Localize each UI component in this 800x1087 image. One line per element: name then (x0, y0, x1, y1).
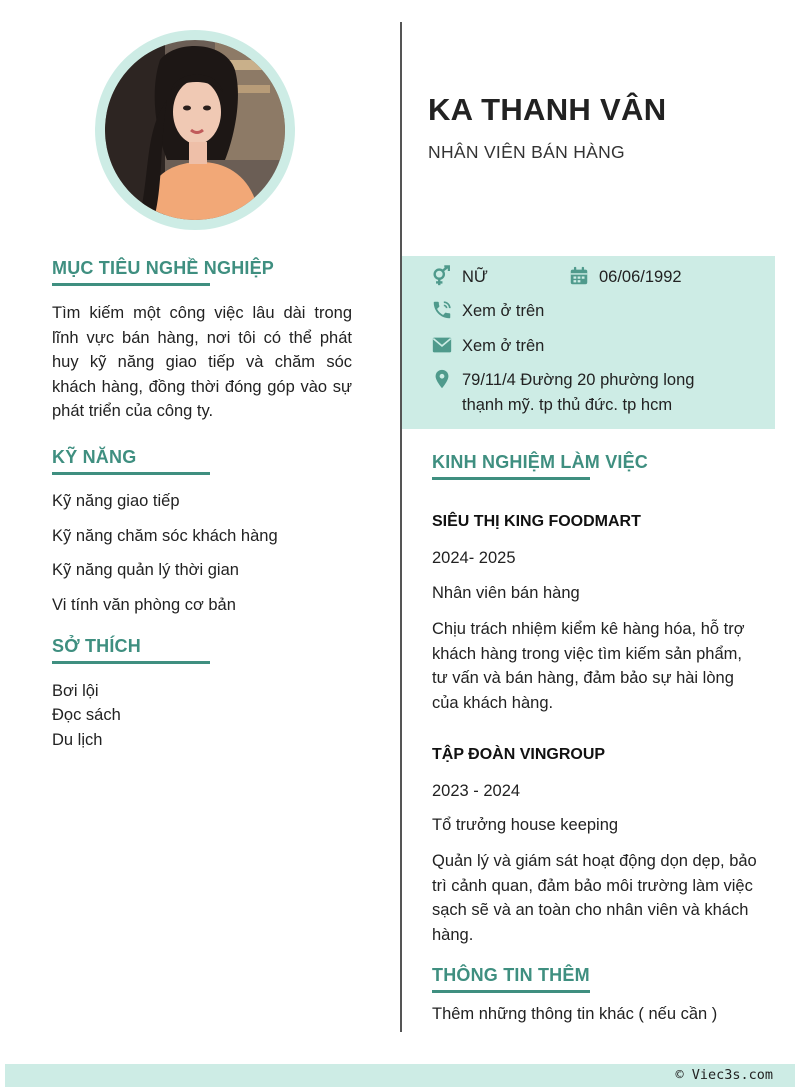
skill-item: Kỹ năng giao tiếp (52, 492, 180, 510)
objective-text: Tìm kiếm một công việc lâu dài trong lĩnh vực bán hàng, nơi tôi có thể phát huy kỹ năng giao tiếp và chăm sóc khách hàng, đồng thời đóng góp vào sự phát triển của công ty. (52, 304, 352, 420)
job-position: Nhân viên bán hàng (432, 584, 580, 602)
email-value: Xem ở trên (462, 337, 545, 355)
candidate-title: NHÂN VIÊN BÁN HÀNG (428, 142, 625, 162)
gender-value: NỮ (462, 268, 489, 286)
skill-item: Vi tính văn phòng cơ bản (52, 596, 236, 614)
calendar-icon (568, 265, 590, 287)
job-company: SIÊU THỊ KING FOODMART (432, 513, 641, 530)
job-period: 2023 - 2024 (432, 782, 521, 800)
phone-icon (431, 299, 453, 321)
mail-icon (431, 334, 453, 356)
hobbies-heading: SỞ THÍCH (52, 636, 141, 656)
job-description: Chịu trách nhiệm kiểm kê hàng hóa, hỗ trợ khách hàng trong việc tìm kiếm sản phẩm, tư vấn và bán hàng, đảm bảo sự hài lòng của khách hàng. (432, 620, 745, 712)
phone-value: Xem ở trên (462, 302, 545, 320)
job-company: TẬP ĐOÀN VINGROUP (432, 746, 606, 763)
extra-heading: THÔNG TIN THÊM (432, 965, 590, 985)
avatar-frame (95, 30, 295, 230)
extra-text: Thêm những thông tin khác ( nếu cần ) (432, 1005, 718, 1023)
hobby-item: Du lịch (52, 731, 103, 749)
extra-underline (432, 990, 590, 993)
contact-panel (402, 256, 775, 429)
skills-heading: KỸ NĂNG (52, 447, 137, 467)
avatar (105, 40, 285, 220)
skill-item: Kỹ năng chăm sóc khách hàng (52, 527, 278, 545)
candidate-name: KA THANH VÂN (428, 92, 667, 127)
experience-underline (432, 477, 590, 480)
hobby-item: Bơi lội (52, 682, 99, 700)
footer-watermark: © Viec3s.com (675, 1067, 773, 1083)
hobbies-underline (52, 661, 210, 664)
experience-heading: KINH NGHIỆM LÀM VIỆC (432, 452, 649, 472)
profile-photo (105, 40, 285, 220)
birthday-value: 06/06/1992 (599, 268, 682, 286)
objective-underline (52, 283, 210, 286)
objective-heading: MỤC TIÊU NGHỀ NGHIỆP (52, 258, 275, 278)
job-description: Quản lý và giám sát hoạt động dọn dẹp, bảo trì cảnh quan, đảm bảo môi trường làm việc sạch sẽ và an toàn cho nhân viên và khách hàng. (432, 852, 757, 944)
job-period: 2024- 2025 (432, 549, 516, 567)
address-value: 79/11/4 Đường 20 phường long thạnh mỹ. tp thủ đức. tp hcm (462, 371, 695, 414)
footer-bar (5, 1064, 795, 1087)
job-position: Tổ trưởng house keeping (432, 816, 619, 834)
gender-icon (431, 265, 453, 287)
skill-item: Kỹ năng quản lý thời gian (52, 561, 239, 579)
location-pin-icon (431, 368, 453, 390)
column-divider (400, 22, 402, 1032)
skills-underline (52, 472, 210, 475)
hobby-item: Đọc sách (52, 706, 121, 724)
